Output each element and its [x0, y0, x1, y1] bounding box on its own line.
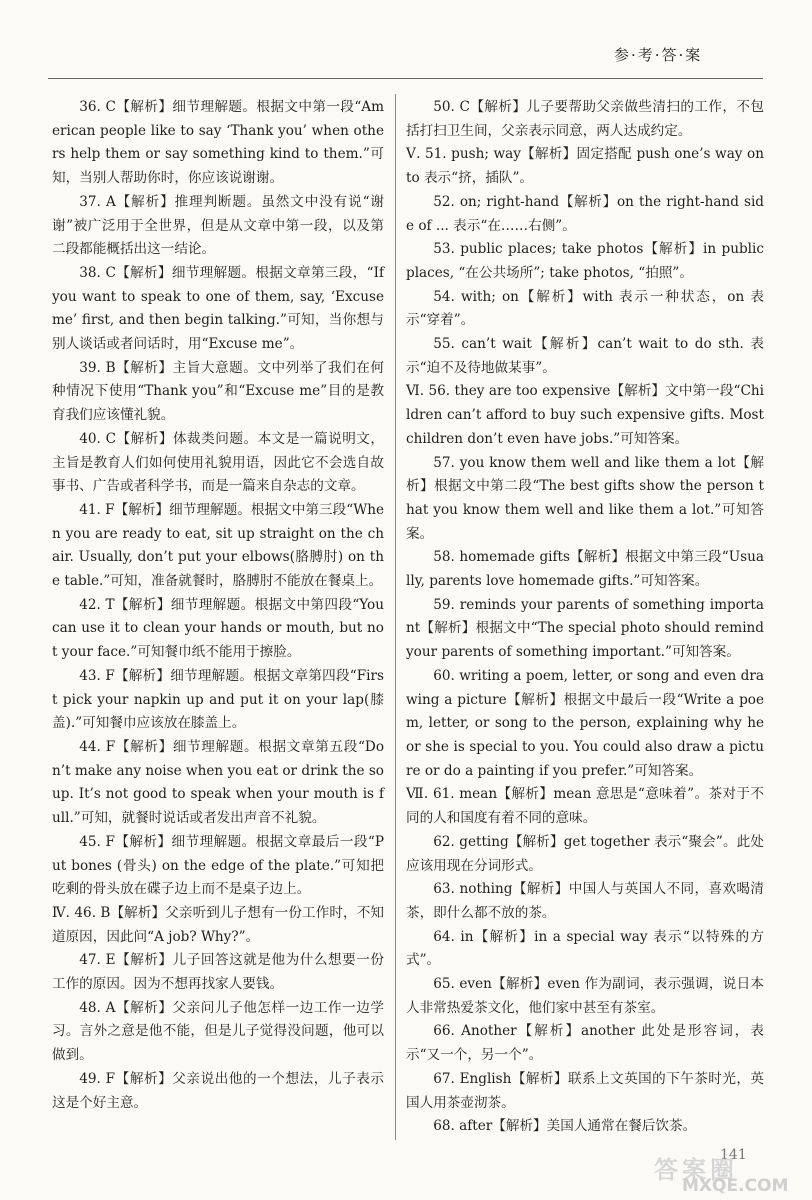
answer-50: 50. C【解析】儿子要帮助父亲做些清扫的工作，不包括打扫卫生间，父亲表示同意，两人达成约定。 [406, 99, 764, 139]
answer-38: 38. C【解析】细节理解题。根据文章第三段，“If you want to speak to one of them, say, ‘Excuse me’ first, and then begin talking.”可知，当你想与别人谈话或者问话时，用“Excuse me”。 [52, 264, 384, 353]
answer-60: 60. writing a poem, letter, or song and even drawing a picture【解析】根据文中最后一段“Write a poem, letter, or song to the person, explaining why he or she is special to you. You could also draw a picture or do a painting if you prefer.”可知答案。 [406, 667, 764, 779]
answer-46: Ⅳ. 46. B【解析】父亲听到儿子想有一份工作时，不知道原因，因此问“A job? Why?”。 [52, 904, 384, 945]
answer-65: 65. even【解析】even 作为副词，表示强调，说日本人非常热爱茶文化，他们家中甚至有茶室。 [406, 976, 764, 1016]
answer-63: 63. nothing【解析】中国人与英国人不同，喜欢喝清茶，即什么都不放的茶。 [406, 881, 764, 921]
answer-42: 42. T【解析】细节理解题。根据文中第四段“You can use it to clean your hands or mouth, but not your face.”可知餐巾纸不能用于擦脸。 [52, 596, 384, 661]
answer-37: 37. A【解析】推理判断题。虽然文中没有说“谢谢”被广泛用于全世界，但是从文章中第一段，以及第二段都能概括出这一结论。 [52, 193, 384, 258]
answer-40: 40. C【解析】体裁类问题。本文是一篇说明文，主旨是教育人们如何使用礼貌用语，因此它不会选自故事书、广告或者科学书，而是一篇来自杂志的文章。 [52, 430, 384, 495]
answer-44: 44. F【解析】细节理解题。根据文章第五段“Don’t make any noise when you eat or drink the soup. It’s not good to speak when your mouth is full.”可知，就餐时说话或者发出声音不礼貌。 [52, 738, 384, 827]
answer-45: 45. F【解析】细节理解题。根据文章最后一段“Put bones (骨头) on the edge of the plate.”可知把吃剩的骨头放在碟子边上而不是桌子边上。 [52, 833, 384, 898]
answer-53: 53. public places; take photos【解析】in public places, “在公共场所”; take photos, “拍照”。 [406, 241, 764, 281]
answer-56: Ⅵ. 56. they are too expensive【解析】文中第一段“Children can’t afford to buy such expensive gifts. Most children don’t even have jobs.”可知答案。 [406, 383, 764, 447]
answer-51: Ⅴ. 51. push; way【解析】固定搭配 push one’s way onto 表示“挤，插队”。 [406, 146, 764, 187]
answer-39: 39. B【解析】主旨大意题。文中列举了我们在何种情况下使用“Thank you”和“Excuse me”目的是教育我们应该懂礼貌。 [52, 359, 384, 424]
answer-62: 62. getting【解析】get together 表示“聚会”。此处应该用现在分词形式。 [406, 833, 764, 874]
watermark-url: MXQE.COM [682, 1176, 789, 1196]
answer-67: 67. English【解析】联系上文英国的下午茶时光，英国人用茶壶沏茶。 [406, 1070, 764, 1111]
answer-55: 55. can’t wait【解析】can’t wait to do sth. 表示“迫不及待地做某事”。 [406, 336, 764, 376]
right-column [406, 96, 764, 1139]
answer-59: 59. reminds your parents of something important【解析】根据文中“The special photo should remind your parents of something important.”可知答案。 [406, 596, 764, 661]
answer-43: 43. F【解析】细节理解题。根据文章第四段“First pick your napkin up and put it on your lap(膝盖).”可知餐巾应该放在膝盖上。 [52, 667, 384, 732]
watermark-text: 答案圈 [654, 1156, 738, 1184]
answer-64: 64. in【解析】in a special way 表示“以特殊的方式”。 [406, 928, 764, 969]
answer-36: 36. C【解析】细节理解题。根据文中第一段“American people like to say ‘Thank you’ when others help them or say something kind to them.”可知，当别人帮助你时，你应该说谢谢。 [52, 99, 384, 187]
answer-58: 58. homemade gifts【解析】根据文中第三段“Usually, parents love homemade gifts.”可知答案。 [406, 549, 764, 590]
answer-61: Ⅶ. 61. mean【解析】mean 意思是“意味着”。茶对于不同的人和国度有着不同的意味。 [406, 786, 764, 827]
answer-47: 47. E【解析】儿子回答这就是他为什么想要一份工作的原因。因为不想再找家人要钱。 [52, 952, 384, 993]
answer-48: 48. A【解析】父亲问儿子他怎样一边工作一边学习。言外之意是他不能，但是儿子觉得没问题，他可以做到。 [52, 999, 384, 1064]
page-number: 141 [720, 1147, 747, 1163]
watermark-logo [648, 1150, 808, 1198]
page-header-title: 参·考·答·案 [614, 46, 703, 64]
column-divider [395, 94, 396, 1140]
answer-52: 52. on; right-hand【解析】on the right-hand side of ... 表示“在……右侧”。 [406, 193, 764, 234]
answer-68: 68. after【解析】美国人通常在餐后饮茶。 [433, 1118, 697, 1135]
answer-41: 41. F【解析】细节理解题。根据文中第三段“When you are ready to eat, sit up straight on the chair. Usually, don’t put your elbows(胳膊肘) on the table.”可知，准备就餐时，胳膊肘不能放在餐桌上。 [52, 501, 384, 590]
answer-66: 66. Another【解析】another 此处是形容词，表示“又一个，另一个”。 [406, 1023, 764, 1064]
answer-49: 49. F【解析】父亲说出他的一个想法，儿子表示这是个好主意。 [52, 1070, 384, 1111]
left-column [52, 96, 384, 1115]
answer-57: 57. you know them well and like them a lot【解析】根据文中第二段“The best gifts show the person that you know them well and like them a lot.”可知答案。 [406, 454, 764, 542]
answer-54: 54. with; on【解析】with 表示一种状态，on 表示“穿着”。 [406, 288, 764, 329]
header-rule [48, 78, 763, 79]
